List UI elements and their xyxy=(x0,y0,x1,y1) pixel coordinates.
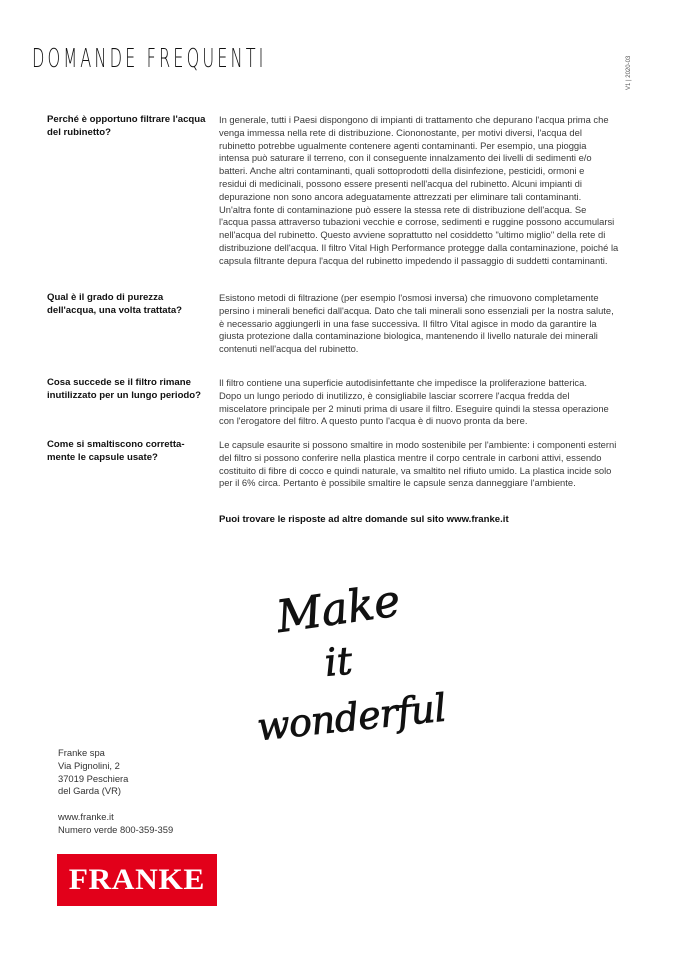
address-line: del Garda (VR) xyxy=(58,785,122,797)
answer-line: intensa può saturare il terreno, con il conseguente innalzamento dei livelli di sedimenti e/o xyxy=(219,152,592,164)
question-line: del rubinetto? xyxy=(47,127,111,138)
answer-line: Il filtro contiene una superficie autodisinfettante che impedisce la proliferazione batterica. xyxy=(219,377,587,388)
answer-line: del filtro si possono conferire nella plastica mentre il corpo centrale in carboni attivi, essendo xyxy=(219,451,602,463)
make-it-wonderful-signature xyxy=(255,565,455,755)
website-link[interactable]: www.franke.it xyxy=(58,811,114,822)
question-line: Cosa succede se il filtro rimane xyxy=(47,377,191,388)
more-info-text: Puoi trovare le risposte ad altre domande sul sito www.franke.it xyxy=(219,514,509,525)
question-line: Qual è il grado di purezza xyxy=(47,292,164,303)
faq-answer xyxy=(219,377,609,428)
slogan-word-3: wonderful xyxy=(255,685,449,750)
question-line: dell'acqua, una volta trattata? xyxy=(47,305,183,316)
question-line: mente le capsule usate? xyxy=(47,452,158,463)
slogan-word-2: it xyxy=(322,638,355,685)
question-line: Perché è opportuno filtrare l'acqua xyxy=(47,114,206,125)
answer-line: In generale, tutti i Paesi dispongono di impianti di trattamento che depurano l'acqua prima che xyxy=(219,114,609,125)
answer-line: venga immessa nella rete di distribuzione. Ciononostante, per motivi diversi, l'acqua del xyxy=(219,126,582,138)
answer-line: contenuti nell'acqua del rubinetto. xyxy=(219,343,359,355)
address-line: Franke spa xyxy=(58,747,105,758)
answer-line: per il 6% circa. Pertanto è possibile smaltire le capsule senza danneggiare l'ambiente. xyxy=(219,477,576,489)
answer-line: rubinetto potrebbe ugualmente contenere agenti contaminanti. Per esempio, una pioggia xyxy=(219,139,587,151)
answer-line: costituito di fibre di cocco e quindi naturale, va smaltito nel rifiuto umido. La plastica incide solo xyxy=(219,464,612,476)
faq-answer xyxy=(219,292,614,356)
answer-line: distribuzione dell'acqua. Il filtro Vital High Performance protegge dalla contaminazione, poiché la xyxy=(219,241,619,253)
answer-line: depurazione non sono ancora adeguatamente attrezzati per eliminare tali contaminanti. xyxy=(219,190,582,202)
answer-line: Dopo un lungo periodo di inutilizzo, è consigliabile lasciar scorrere l'acqua fredda del xyxy=(219,389,570,401)
company-contact xyxy=(58,811,173,837)
answer-line: persino i minerali benefici dall'acqua. Dato che tali minerali sono essenziali per la nostra salute, xyxy=(219,304,614,316)
faq-answer xyxy=(219,114,618,268)
answer-line: giusta protezione dalla contaminazione biologica, mantenendo il livello naturale dei minerali xyxy=(219,330,598,342)
company-address xyxy=(58,747,128,798)
slogan-word-1: Make xyxy=(273,575,404,644)
faq-question xyxy=(47,291,182,317)
answer-line: Esistono metodi di filtrazione (per esempio l'osmosi inversa) che rimuovono completamente xyxy=(219,292,599,303)
question-line: Come si smaltiscono corretta- xyxy=(47,439,185,450)
phone-number: Numero verde 800-359-359 xyxy=(58,823,174,835)
answer-line: residui di medicinali, possono essere presenti nell'acqua del rubinetto. Alcuni impianti di xyxy=(219,177,582,189)
answer-line: l'acqua passa attraverso tubazioni vecchie e corrose, sedimenti e ruggine possono accumularsi xyxy=(219,216,615,228)
answer-line: con l'erogatore del filtro. A questo punto l'acqua è di nuovo pronta da bere. xyxy=(219,415,528,427)
answer-line: è necessario aggiungerli in una fase successiva. Il filtro Vital agisce in modo da garantire la xyxy=(219,317,597,329)
answer-line: Un'altra fonte di contaminazione può essere la stessa rete di distribuzione dell'acqua. Se xyxy=(219,203,587,215)
franke-logo xyxy=(57,854,217,906)
address-line: 37019 Peschiera xyxy=(58,772,129,784)
answer-line: batteri. Anche altri contaminanti, quali sottoprodotti della disinfezione, pesticidi, ormoni e xyxy=(219,165,585,177)
answer-line: capsula filtrante depura l'acqua del rubinetto impedendo il passaggio di suddetti contaminanti. xyxy=(219,254,608,266)
question-line: inutilizzato per un lungo periodo? xyxy=(47,390,202,401)
answer-line: Le capsule esaurite si possono smaltire in modo sostenibile per l'ambiente: i componenti esterni xyxy=(219,439,617,450)
faq-answer xyxy=(219,439,616,490)
faq-question xyxy=(47,113,205,139)
address-line: Via Pignolini, 2 xyxy=(58,759,120,771)
answer-line: miscelatore principale per 2 minuti prima di usare il filtro. Eseguire quindi la stessa operazione xyxy=(219,402,609,414)
version-label: V1 | 2020-03 xyxy=(626,55,632,90)
faq-question xyxy=(47,376,201,402)
answer-line: nell'acqua del rubinetto. Questo avviene soprattutto nel cosiddetto "ultimo miglio" della rete di xyxy=(219,229,606,241)
faq-question xyxy=(47,438,185,464)
page-title: DOMANDE FREQUENTI xyxy=(32,44,267,74)
logo-text: FRANKE xyxy=(68,863,206,896)
